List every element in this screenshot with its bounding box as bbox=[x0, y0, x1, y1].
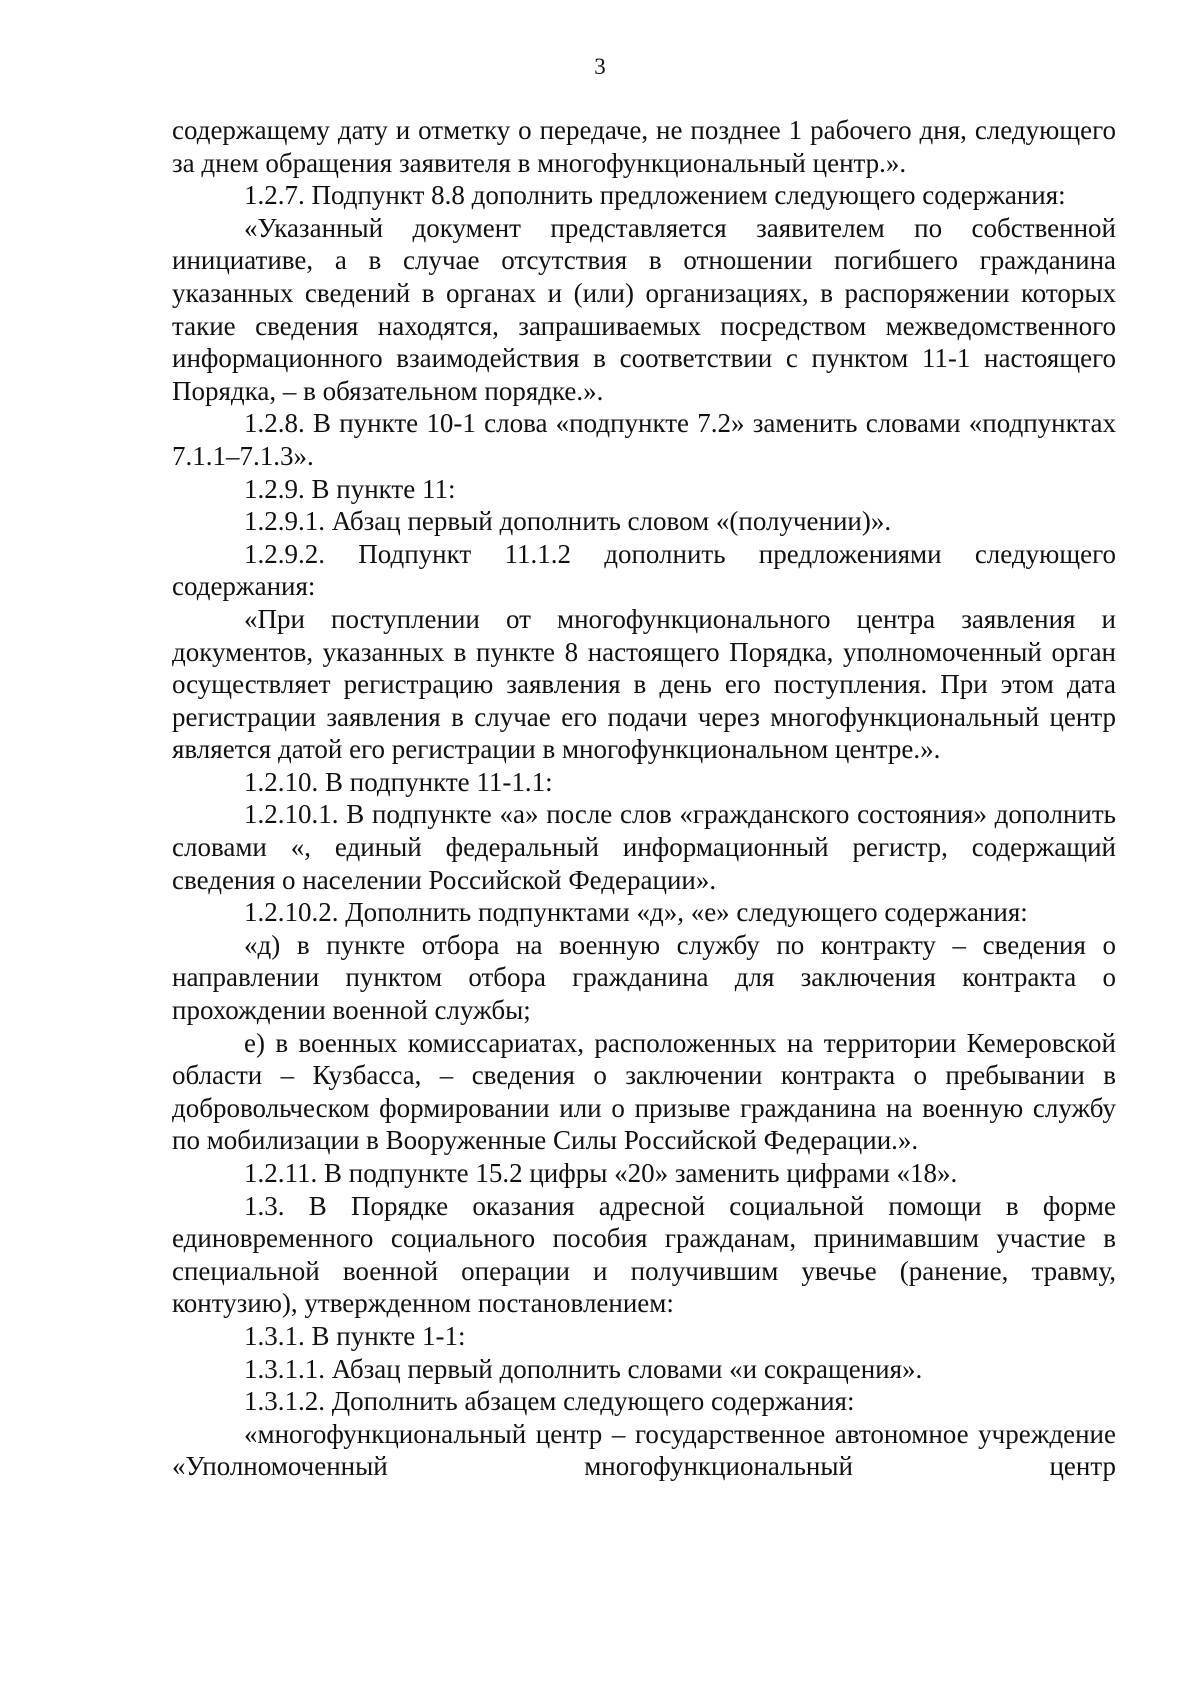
paragraph: 1.2.7. Подпункт 8.8 дополнить предложением следующего содержания: bbox=[244, 180, 1066, 211]
paragraph: 1.2.8. В пункте 10-1 слова «подпункте 7.2» заменить словами «подпунктах 7.1.1–7.1.3». bbox=[172, 408, 1116, 471]
paragraph: «Указанный документ представляется заявителем по собственной инициативе, а в случае отсутствия в отношении погибшего гражданина указанных сведений в органах и (или) организациях, в распоряжении которых такие сведения находятся, запрашиваемых посредством межведомственного информационного взаимодействия в соответствии с пунктом 11-1 настоящего Порядка, – в обязательном порядке.». bbox=[172, 212, 1116, 406]
paragraph: «д) в пункте отбора на военную службу по контракту – сведения о направлении пунктом отбора гражданина для заключения контракта о прохождении военной службы; bbox=[172, 929, 1116, 1026]
paragraph: 1.2.9.2. Подпункт 11.1.2 дополнить предложениями следующего содержания: bbox=[172, 538, 1116, 602]
paragraph: «многофункциональный центр – государственное автономное учреждение «Уполномоченный многофункциональный центр bbox=[172, 1418, 1116, 1482]
paragraph: 1.2.10. В подпункте 11-1.1: bbox=[244, 766, 553, 797]
paragraph: 1.3.1.2. Дополнить абзацем следующего содержания: bbox=[244, 1386, 855, 1417]
paragraph: 1.3. В Порядке оказания адресной социальной помощи в форме единовременного социального пособия гражданам, принимавшим участие в специальной военной операции и получившим увечье (ранение, травму, контузию), утвержденном постановлением: bbox=[172, 1190, 1116, 1319]
paragraph: 1.3.1.1. Абзац первый дополнить словами «и сокращения». bbox=[244, 1353, 923, 1384]
document-body bbox=[172, 114, 1116, 1483]
paragraph: 1.3.1. В пункте 1-1: bbox=[244, 1320, 466, 1351]
paragraph: «При поступлении от многофункционального центра заявления и документов, указанных в пункте 8 настоящего Порядка, уполномоченный орган осуществляет регистрацию заявления в день его поступления. При этом дата регистрации заявления в случае его подачи через многофункциональный центр является датой его регистрации в многофункциональном центре.». bbox=[172, 603, 1116, 765]
paragraph: содержащему дату и отметку о передаче, не позднее 1 рабочего дня, следующего за днем обращения заявителя в многофункциональный центр.». bbox=[172, 115, 1116, 178]
paragraph: 1.2.9.1. Абзац первый дополнить словом «(получении)». bbox=[244, 506, 892, 537]
paragraph: 1.2.10.1. В подпункте «а» после слов «гражданского состояния» дополнить словами «, единый федеральный информационный регистр, содержащий сведения о населении Российской Федерации». bbox=[172, 799, 1116, 895]
paragraph: 1.2.11. В подпункте 15.2 цифры «20» заменить цифрами «18». bbox=[244, 1158, 958, 1188]
paragraph: е) в военных комиссариатах, расположенных на территории Кемеровской области – Кузбасса, – сведения о заключении контракта о пребывании в добровольческом формировании или о призыве гражданина на военную службу по мобилизации в Вооруженные Силы Российской Федерации.». bbox=[172, 1027, 1116, 1156]
paragraph: 1.2.9. В пункте 11: bbox=[244, 473, 456, 504]
paragraph: 1.2.10.2. Дополнить подпунктами «д», «е» следующего содержания: bbox=[244, 897, 1028, 928]
page-number: 3 bbox=[594, 54, 606, 79]
